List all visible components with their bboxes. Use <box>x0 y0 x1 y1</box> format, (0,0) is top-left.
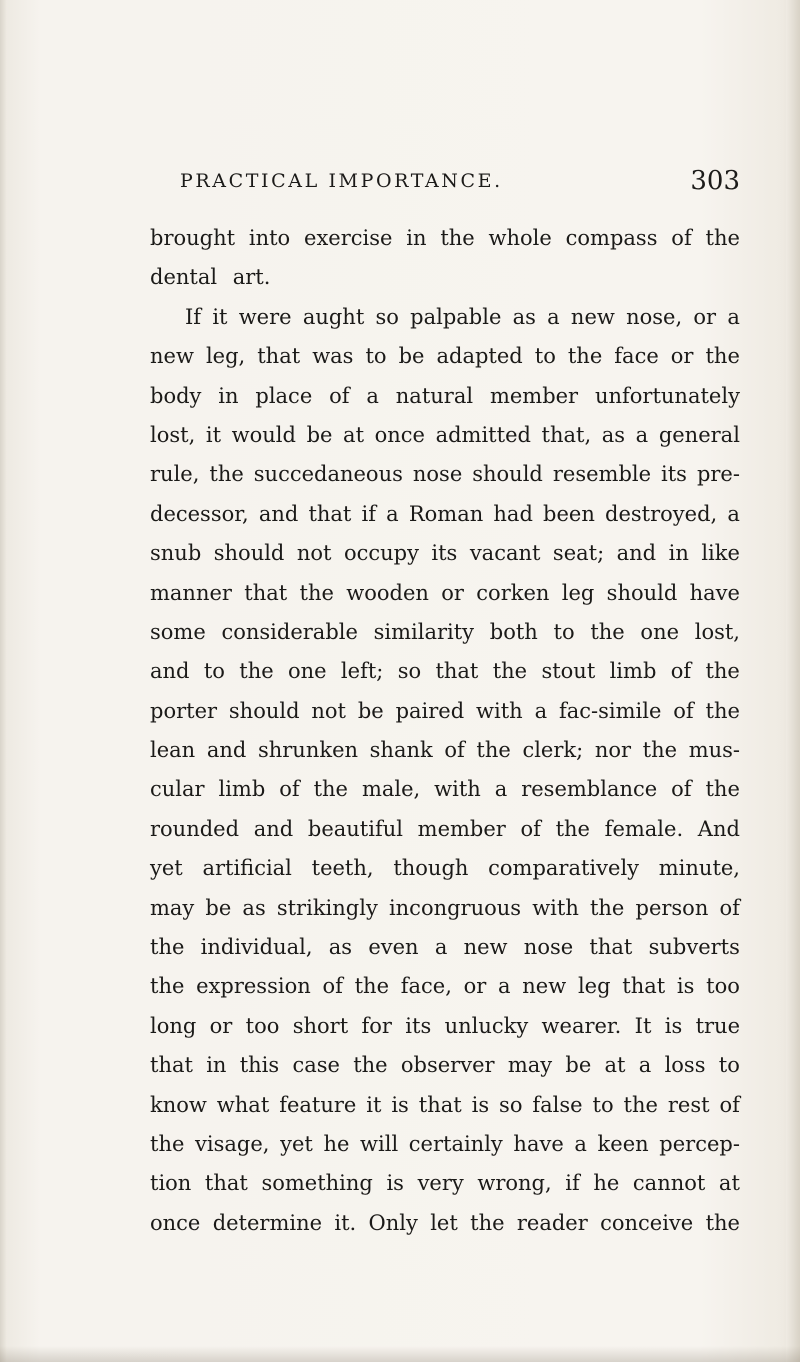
page-bottom-edge <box>0 1346 800 1362</box>
body-text <box>150 219 740 1243</box>
text-line: the expression of the face, or a new leg that is too <box>150 974 740 999</box>
text-line: the individual, as even a new nose that subverts <box>150 935 740 960</box>
text-line: rule, the succedaneous nose should resemble its pre- <box>150 462 740 487</box>
text-line: lean and shrunken shank of the clerk; nor the mus- <box>150 738 740 763</box>
text-line: some considerable similarity both to the one lost, <box>150 619 740 644</box>
text-line: cular limb of the male, with a resemblance of the <box>150 777 740 802</box>
text-line: new leg, that was to be adapted to the face or the <box>150 344 740 369</box>
text-line: snub should not occupy its vacant seat; and in like <box>150 541 740 566</box>
text-line: lost, it would be at once admitted that, as a general <box>150 422 740 447</box>
page-left-edge <box>0 0 7 1362</box>
text-line: brought into exercise in the whole compass of the <box>150 226 740 250</box>
text-line: long or too short for its unlucky wearer. It is true <box>150 1013 740 1038</box>
text-line: and to the one left; so that the stout limb of the <box>150 659 740 684</box>
text-line: know what feature it is that is so false to the rest of <box>150 1092 740 1117</box>
text-line: body in place of a natural member unfortunately <box>150 383 740 408</box>
text-line: tion that something is very wrong, if he cannot at <box>150 1171 740 1196</box>
page-number: 303 <box>690 166 740 196</box>
text-line: decessor, and that if a Roman had been destroyed, a <box>150 501 740 526</box>
page-header <box>180 166 740 200</box>
running-title: PRACTICAL IMPORTANCE. <box>180 170 503 192</box>
text-line: porter should not be paired with a fac-simile of the <box>150 698 740 723</box>
text-line: yet artificial teeth, though comparatively minute, <box>150 856 740 881</box>
text-line: dental art. <box>150 265 271 290</box>
text-line: the visage, yet he will certainly have a keen percep- <box>150 1131 740 1156</box>
text-line: may be as strikingly incongruous with the person of <box>150 895 740 920</box>
text-line: rounded and beautiful member of the female. And <box>150 816 740 841</box>
text-line: If it were aught so palpable as a new nose, or a <box>185 304 740 329</box>
text-line: that in this case the observer may be at a loss to <box>150 1053 740 1078</box>
text-line: once determine it. Only let the reader conceive the <box>150 1210 740 1235</box>
page-right-edge <box>786 0 800 1362</box>
text-line: manner that the wooden or corken leg should have <box>150 580 740 605</box>
